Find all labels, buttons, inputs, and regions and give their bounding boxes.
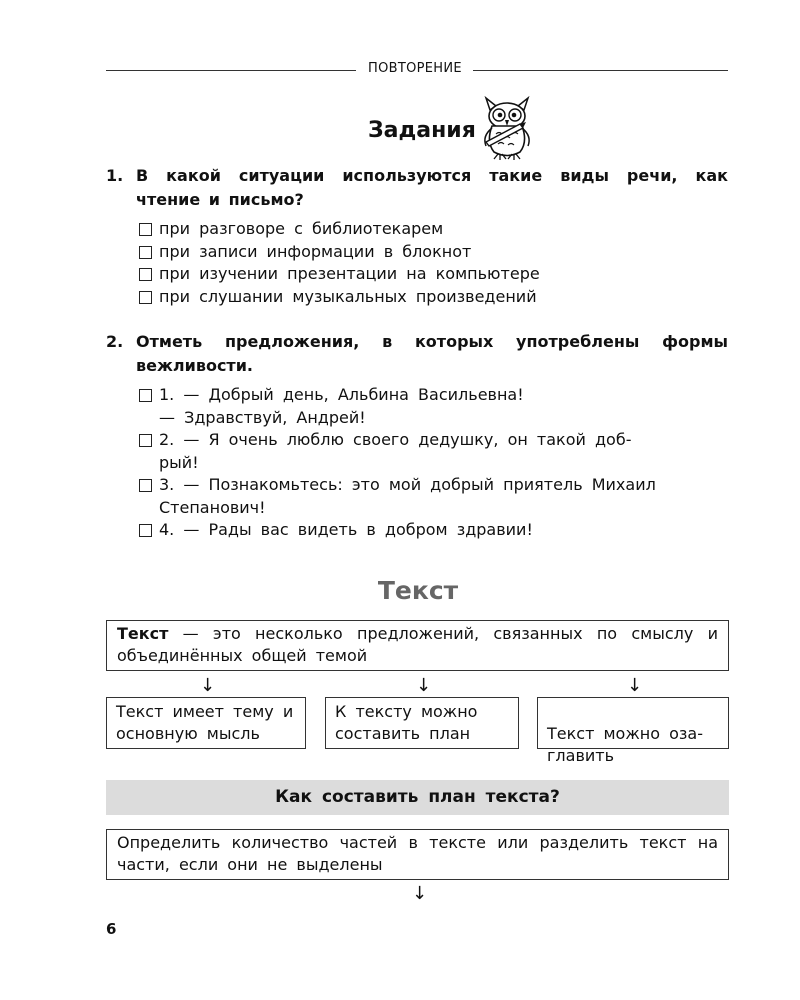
plan-step-text: Определить количество частей в тексте или разделить текст на части, если они не выделены [117,833,718,874]
option-item[interactable] [139,384,728,429]
property-text: Текст имеет тему и основную мысль [116,702,294,743]
question-2 [106,330,728,542]
header-rule-left [106,70,356,71]
owl-with-pencil-icon [480,96,536,160]
option-label: при слушании музыкальных произведений [159,286,537,306]
definition-body: — это несколько предложений, связанных по смыслу и объединённых общей темой [117,624,718,665]
header-rule-right [473,70,728,71]
checkbox[interactable] [139,246,152,259]
plan-step-box [106,829,729,880]
option-label: при изучении презентации на компьютере [159,264,540,283]
checkbox[interactable] [139,434,152,447]
option-item[interactable] [139,263,728,286]
question-text: Отметь предложения, в которых употреблены формы вежливости. [136,332,728,375]
property-text: К тексту можно составить план [335,702,478,743]
checkbox[interactable] [139,268,152,281]
checkbox[interactable] [139,479,152,492]
question-1 [106,164,728,308]
question-text: В какой ситуации используются такие виды речи, как чтение и письмо? [136,166,728,209]
option-label: 2. — Я очень люблю своего дедушку, он такой доб- рый! [159,430,632,472]
option-item[interactable] [139,241,728,264]
question-2-options [139,384,728,542]
definition-term: Текст [117,624,169,643]
tasks-title: Задания [368,118,476,143]
question-1-head [106,164,728,212]
down-arrow-icon: ↓ [200,675,216,696]
checkbox[interactable] [139,223,152,236]
option-item[interactable] [139,218,728,241]
question-number: 1. [106,166,124,185]
option-label: при разговоре с библиотекарем [159,219,444,238]
section-heading-text: Текст [377,576,459,605]
running-header [106,60,728,80]
question-2-head [106,330,728,378]
property-box-title [537,697,729,765]
checkbox[interactable] [139,389,152,402]
section-label: ПОВТОРЕНИЕ [368,61,462,76]
question-number: 2. [106,332,124,351]
property-box-plan [325,697,519,749]
option-item[interactable] [139,519,728,542]
option-item[interactable] [139,429,728,474]
property-text: Текст можно оза- главить [547,724,703,765]
down-arrow-icon: ↓ [627,675,643,696]
page-number: 6 [106,920,117,938]
option-label: при записи информации в блокнот [159,241,472,261]
option-label: 3. — Познакомьтесь: это мой добрый приятель Михаил Степанович! [159,475,656,517]
definition-box [106,620,729,671]
checkbox[interactable] [139,524,152,537]
option-label: 4. — Рады вас видеть в добром здравии! [159,520,533,539]
option-item[interactable] [139,286,728,309]
plan-heading-bar: Как составить план текста? [106,780,729,815]
down-arrow-icon: ↓ [416,675,432,696]
property-box-theme [106,697,306,749]
option-item[interactable] [139,474,728,519]
question-1-options [139,218,728,308]
option-label: 1. — Добрый день, Альбина Васильевна! — Здравствуй, Андрей! [159,385,524,427]
checkbox[interactable] [139,291,152,304]
down-arrow-icon: ↓ [412,883,428,904]
